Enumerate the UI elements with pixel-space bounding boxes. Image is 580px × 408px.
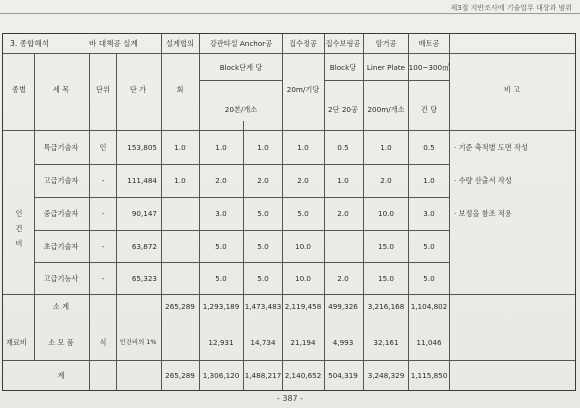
- row-unit: -: [101, 176, 105, 185]
- row-divider: [3, 360, 575, 361]
- subtotal-cell: 265,289: [165, 302, 195, 311]
- cell: 2.0: [257, 176, 269, 185]
- cell: 5.0: [215, 242, 227, 251]
- cell: 0.5: [337, 143, 349, 152]
- row-item: 고급기능사: [43, 274, 79, 283]
- cell: 15.0: [377, 274, 395, 283]
- col-divider: [89, 53, 90, 390]
- total-cell: 1,115,850: [410, 371, 448, 380]
- cell: 5.0: [257, 242, 269, 251]
- soil-sub: 건 당: [420, 105, 438, 114]
- material-unit: 식: [99, 338, 107, 347]
- row-note: · 수량 산출서 작성: [454, 176, 512, 185]
- price-header: 단 가: [129, 85, 147, 94]
- material-cell: 32,161: [373, 338, 399, 347]
- row-price: 63,872: [131, 242, 157, 251]
- col-divider: [34, 53, 35, 360]
- col-divider: [449, 34, 450, 390]
- header-sump: 집수정공: [289, 39, 317, 48]
- col-divider: [324, 34, 325, 390]
- cell: 2.0: [380, 176, 392, 185]
- anchor-unit: Block단계 당: [219, 63, 263, 72]
- cell: 5.0: [423, 242, 435, 251]
- col-divider: [243, 121, 244, 390]
- times-header: 회: [176, 85, 184, 94]
- subtotal-cell: 1,473,483: [244, 302, 282, 311]
- cell: 1.0: [380, 143, 392, 152]
- col-divider: [161, 34, 162, 390]
- col-divider: [408, 34, 409, 390]
- labor-group-label: [14, 206, 24, 251]
- row-divider: [34, 230, 449, 231]
- category-header: 종별: [12, 85, 26, 94]
- row-divider: [199, 80, 282, 81]
- row-divider: [34, 262, 449, 263]
- cell: 2.0: [297, 176, 309, 185]
- labor-group-text: 인건비: [15, 209, 23, 248]
- table-subtitle: 바 대책공 실계: [89, 39, 138, 48]
- anchor-sub: 20본/개소: [224, 105, 258, 114]
- row-unit: 인: [99, 143, 107, 152]
- cell: 10.0: [377, 209, 395, 218]
- cell: 1.0: [337, 176, 349, 185]
- row-unit: -: [101, 209, 105, 218]
- row-price: 90,147: [131, 209, 157, 218]
- cell: 10.0: [294, 242, 312, 251]
- cell: 2.0: [215, 176, 227, 185]
- row-unit: -: [101, 274, 105, 283]
- cell: 1.0: [174, 176, 186, 185]
- item-header: 세 목: [52, 85, 70, 94]
- sump-unit: 20m/기당: [286, 85, 320, 94]
- row-item: 고급기술자: [43, 176, 79, 185]
- cell: 5.0: [423, 274, 435, 283]
- material-cell: 12,931: [208, 338, 234, 347]
- boring-unit: Block당: [329, 63, 357, 72]
- row-note: · 보정을 참조 적용: [454, 209, 512, 218]
- material-group-label: 재료비: [6, 338, 27, 347]
- col-divider: [199, 34, 200, 390]
- cell: 1.0: [423, 176, 435, 185]
- cost-table: [2, 33, 576, 391]
- running-header: 제3절 지반조사에 기술업무 대상과 범위: [450, 4, 572, 12]
- boring-sub: 2단 20공: [328, 105, 358, 114]
- row-unit: -: [101, 242, 105, 251]
- cell: 5.0: [215, 274, 227, 283]
- unit-header: 단위: [96, 85, 110, 94]
- cell: 2.0: [337, 274, 349, 283]
- header-design-consult: 설계협의: [166, 39, 194, 48]
- row-note: · 기준 축적별 도면 작성: [454, 143, 528, 152]
- row-divider: [3, 53, 575, 54]
- total-cell: 1,306,120: [202, 371, 240, 380]
- row-item: 중급기술자: [43, 209, 79, 218]
- subtotal-label: 소 계: [52, 302, 70, 311]
- total-cell: 3,248,329: [367, 371, 405, 380]
- total-cell: 1,488,217: [244, 371, 282, 380]
- cell: 1.0: [257, 143, 269, 152]
- subtotal-cell: 1,293,189: [202, 302, 240, 311]
- material-price: 인건비의 1%: [119, 338, 157, 346]
- cell: 0.5: [423, 143, 435, 152]
- col-divider: [116, 53, 117, 390]
- row-divider: [34, 197, 449, 198]
- row-price: 111,484: [127, 176, 157, 185]
- row-divider: [3, 294, 575, 295]
- culvert-sub: 200m/개소: [367, 105, 405, 114]
- subtotal-cell: 499,326: [328, 302, 358, 311]
- header-culvert: 암거공: [375, 39, 397, 48]
- row-item: 초급기술자: [43, 242, 79, 251]
- col-divider: [282, 34, 283, 390]
- page-number: - 387 -: [276, 394, 304, 403]
- cell: 15.0: [377, 242, 395, 251]
- header-soil-removal: 배토공: [418, 39, 440, 48]
- material-cell: 11,046: [416, 338, 442, 347]
- cell: 3.0: [215, 209, 227, 218]
- total-cell: 2,140,652: [284, 371, 322, 380]
- subtotal-cell: 3,216,168: [367, 302, 405, 311]
- total-cell: 504,319: [328, 371, 358, 380]
- material-cell: 21,194: [290, 338, 316, 347]
- cell: 1.0: [215, 143, 227, 152]
- cell: 1.0: [174, 143, 186, 152]
- cell: 1.0: [297, 143, 309, 152]
- material-item: 소 모 품: [48, 338, 74, 347]
- material-cell: 14,734: [250, 338, 276, 347]
- culvert-unit: Liner Plate: [366, 63, 406, 72]
- total-label: 계: [57, 371, 65, 380]
- cell: 5.0: [257, 209, 269, 218]
- row-divider: [3, 130, 575, 131]
- row-divider: [34, 164, 449, 165]
- header-rule: [0, 13, 580, 14]
- cell: 10.0: [294, 274, 312, 283]
- header-anchor: 강관타설 Anchor공: [209, 39, 273, 48]
- cell: 5.0: [297, 209, 309, 218]
- material-cell: 4,993: [332, 338, 354, 347]
- cell: 3.0: [423, 209, 435, 218]
- total-cell: 265,289: [165, 371, 195, 380]
- cell: 5.0: [257, 274, 269, 283]
- col-divider: [363, 34, 364, 390]
- row-price: 65,323: [131, 274, 157, 283]
- cell: 2.0: [337, 209, 349, 218]
- row-divider: [324, 80, 449, 81]
- remarks-header: 비 고: [503, 85, 521, 94]
- soil-unit: 100~300㎡: [408, 63, 450, 72]
- table-title: 3. 종합해석: [10, 39, 50, 48]
- header-boring: 집수보링공: [325, 39, 361, 48]
- subtotal-cell: 2,119,458: [284, 302, 322, 311]
- subtotal-cell: 1,104,802: [410, 302, 448, 311]
- row-price: 153,805: [127, 143, 157, 152]
- row-item: 특급기술자: [43, 143, 79, 152]
